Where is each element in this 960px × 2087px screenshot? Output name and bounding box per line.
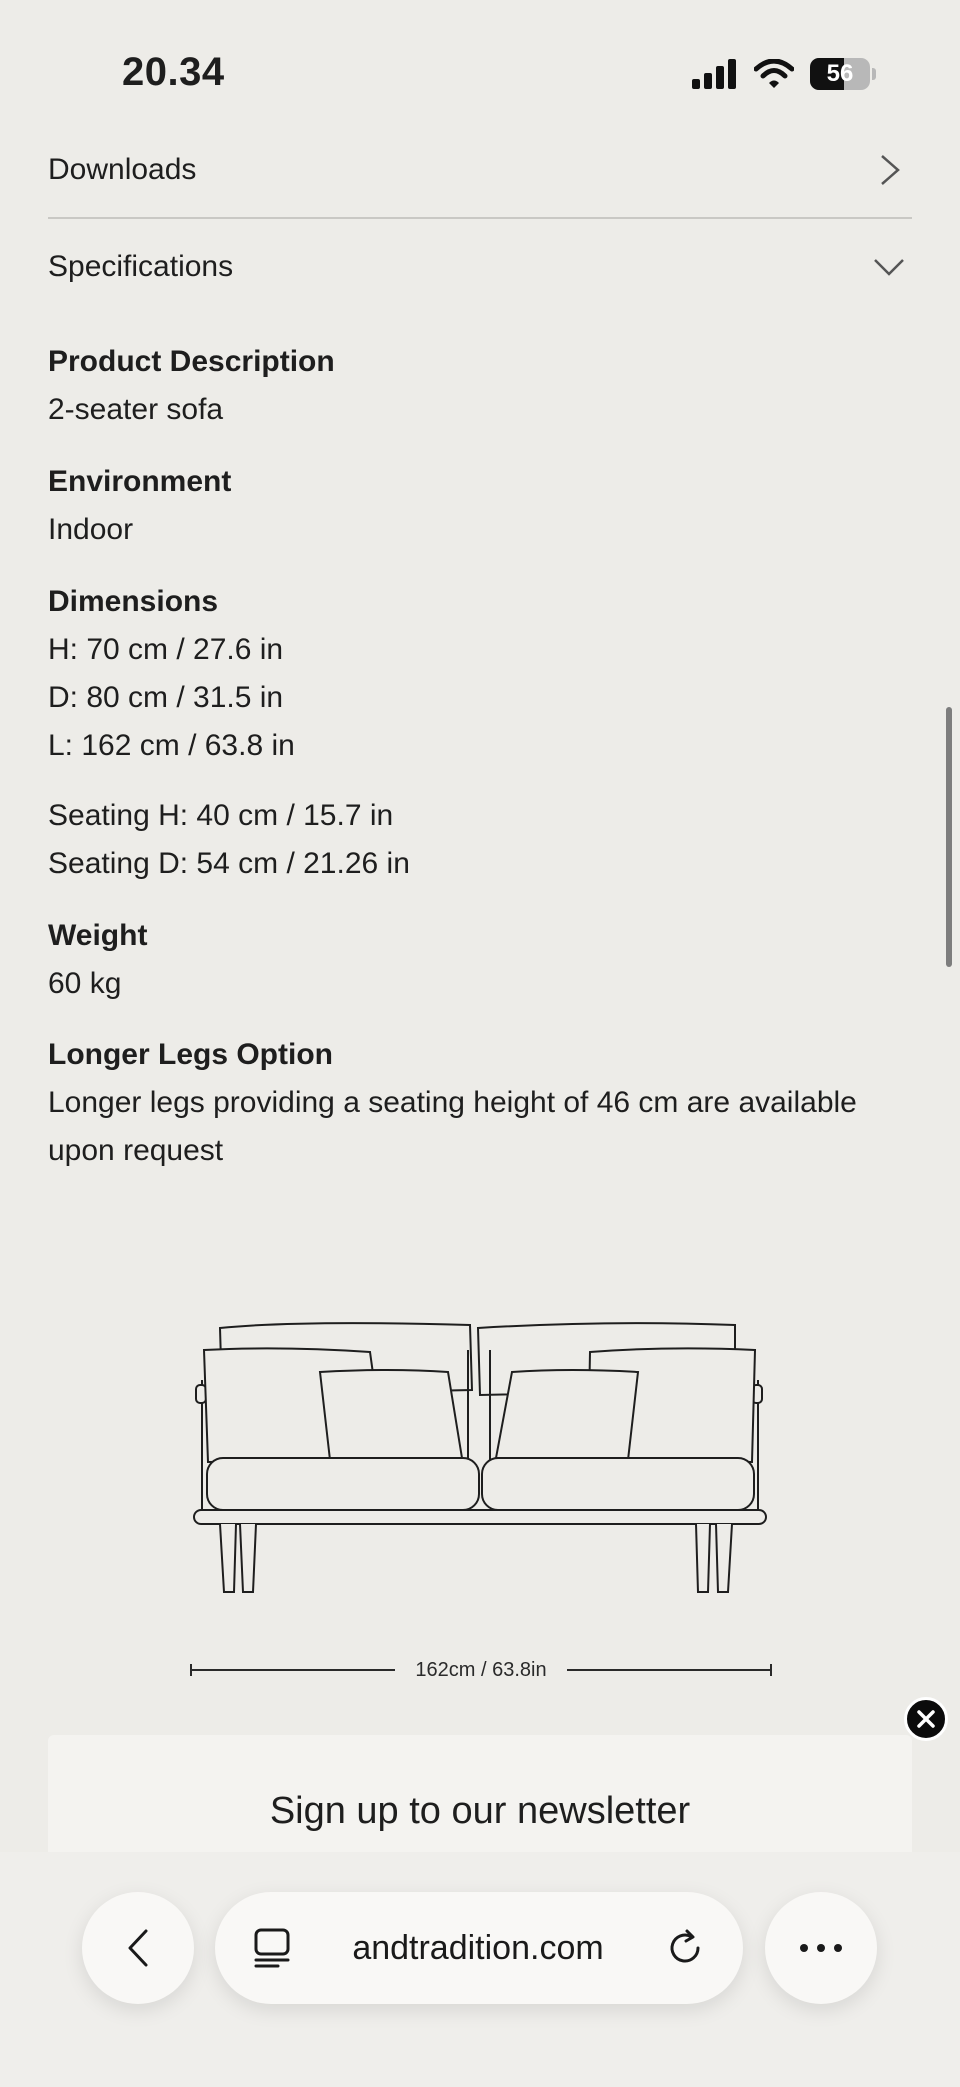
dim-height: H: 70 cm / 27.6 in — [48, 633, 284, 666]
address-bar[interactable] — [215, 1892, 743, 2004]
sofa-illustration — [190, 1310, 770, 1600]
spec-dimensions — [48, 578, 908, 770]
divider — [48, 217, 912, 219]
spec-label: Product Description — [48, 345, 335, 378]
status-bar — [0, 0, 960, 150]
dim-length: L: 162 cm / 63.8 in — [48, 729, 295, 762]
spec-label: Environment — [48, 465, 232, 498]
more-button[interactable] — [765, 1892, 877, 2004]
spec-label: Longer Legs Option — [48, 1038, 333, 1071]
browser-toolbar — [0, 1852, 960, 2087]
downloads-row[interactable] — [48, 140, 912, 200]
signal-icon — [692, 59, 738, 89]
scroll-indicator[interactable] — [946, 707, 952, 967]
spec-value: Longer legs providing a seating height of 46 cm are available upon request — [48, 1086, 857, 1167]
spec-seating — [48, 792, 908, 888]
dim-seating-height: Seating H: 40 cm / 15.7 in — [48, 799, 394, 832]
specifications-row[interactable] — [48, 237, 912, 297]
spec-value: Indoor — [48, 513, 134, 546]
more-icon — [799, 1943, 843, 1953]
dim-tick-right — [770, 1664, 772, 1676]
close-icon — [916, 1709, 936, 1729]
spec-longer-legs — [48, 1031, 908, 1175]
dim-bar-right — [567, 1669, 770, 1671]
spec-label: Dimensions — [48, 585, 219, 618]
spec-value: 2-seater sofa — [48, 393, 224, 426]
status-time: 20.34 — [122, 50, 225, 94]
tabs-icon[interactable] — [253, 1927, 291, 1969]
spec-value: 60 kg — [48, 967, 122, 1000]
downloads-label: Downloads — [48, 153, 197, 186]
status-icons — [692, 58, 876, 90]
newsletter-banner[interactable] — [48, 1735, 912, 1855]
battery-icon — [810, 58, 870, 90]
sofa-drawing — [190, 1310, 770, 1600]
back-icon — [127, 1928, 149, 1968]
spec-environment — [48, 458, 908, 554]
dim-depth: D: 80 cm / 31.5 in — [48, 681, 284, 714]
width-label: 162cm / 63.8in — [415, 1658, 547, 1681]
chevron-down-icon — [872, 256, 906, 278]
url-text[interactable]: andtradition.com — [352, 1928, 604, 1967]
specifications-label: Specifications — [48, 250, 234, 283]
battery-cap — [872, 68, 876, 80]
wifi-icon — [754, 59, 794, 89]
reload-icon[interactable] — [665, 1928, 705, 1968]
dim-bar-left — [192, 1669, 395, 1671]
spec-weight — [48, 912, 908, 1008]
chevron-right-icon — [878, 153, 902, 187]
width-dimension — [190, 1650, 772, 1690]
newsletter-close-button[interactable] — [904, 1697, 948, 1741]
spec-product-description — [48, 338, 908, 434]
back-button[interactable] — [82, 1892, 194, 2004]
newsletter-title[interactable]: Sign up to our newsletter — [269, 1790, 691, 1832]
battery-level: 56 — [826, 60, 854, 87]
dim-seating-depth: Seating D: 54 cm / 21.26 in — [48, 847, 410, 880]
spec-label: Weight — [48, 919, 148, 952]
